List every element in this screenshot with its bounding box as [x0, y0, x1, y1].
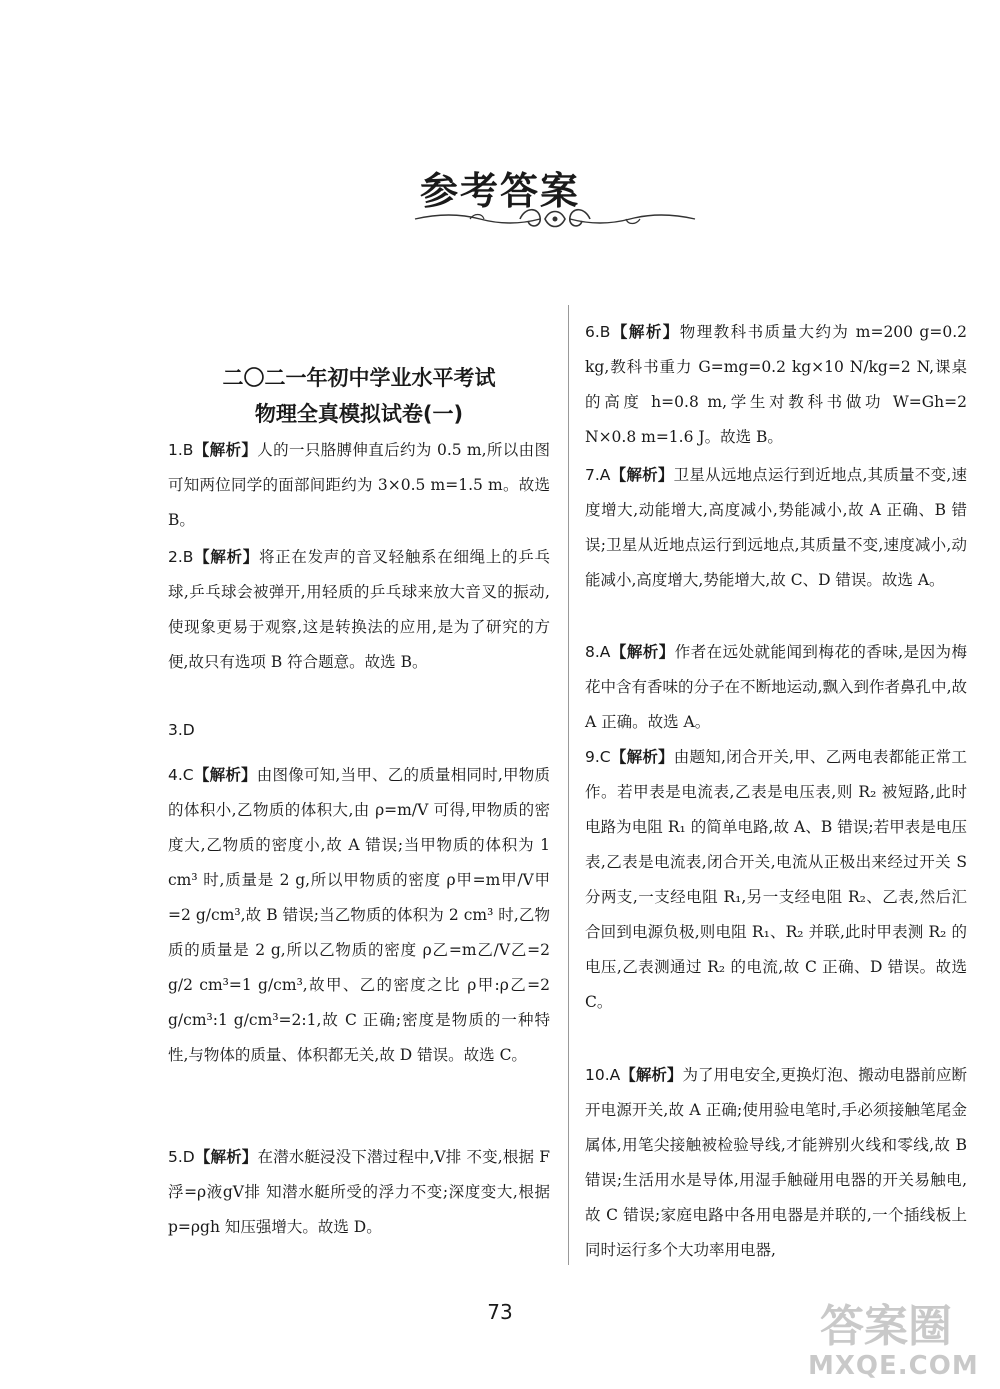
answer-text: 为了用电安全,更换灯泡、搬动电器前应断开电源开关,故 A 正确;使用验电笔时,手必须接触笔尾金属体,用笔尖接触被检验导线,才能辨别火线和零线,故 B 错误;生活用水是导体,用湿手触碰用电器的开关易触电,故 C 错误;家庭电路中各用电器是并联的,一个插线板上同时运行多个大功率用电器, — [585, 1066, 967, 1259]
analysis-tag: 【解析】 — [193, 766, 257, 784]
answer-item — [585, 458, 967, 598]
answer-text: 由题知,闭合开关,甲、乙两电表都能正常工作。若甲表是电流表,乙表是电压表,则 R₂ 被短路,此时电路为电阻 R₁ 的简单电路,故 A、B 错误;若甲表是电压表,乙表是电流表,闭合开关,电流从正极出来经过开关 S 分两支,一支经电阻 R₁,另一支经电阻 R₂、乙表,然后汇合回到电源负极,则电阻 R₁、R₂ 并联,此时甲表测 R₂ 的电压,乙表测通过 R₂ 的电流,故 C 正确、D 错误。故选 C。 — [585, 748, 967, 1011]
exam-heading-line1: 二〇二一年初中学业水平考试 — [222, 366, 496, 390]
answer-text: 人的一只胳膊伸直后约为 0.5 m,所以由图可知两位同学的面部间距约为 3×0.5 m=1.5 m。故选 B。 — [168, 441, 550, 529]
answer-item — [585, 1058, 967, 1268]
answer-item — [585, 740, 967, 1020]
answer-text: 物理教科书质量大约为 m=200 g=0.2 kg,教科书重力 G=mg=0.2 kg×10 N/kg=2 N,课桌的高度 h=0.8 m,学生对教科书做功 W=Gh=2 N×0.8 m=1.6 J。故选 B。 — [585, 323, 967, 446]
answer-item — [585, 635, 967, 740]
answer-number: 3.D — [168, 721, 195, 739]
analysis-tag: 【解析】 — [610, 643, 675, 661]
answer-item — [168, 1140, 550, 1245]
analysis-tag: 【解析】 — [193, 441, 258, 459]
decorative-flourish-icon — [410, 203, 700, 235]
answer-number: 1.B — [168, 441, 194, 459]
answer-text: 将正在发声的音叉轻触系在细绳上的乒乓球,乒乓球会被弹开,用轻质的乒乓球来放大音叉的振动,使现象更易于观察,这是转换法的应用,是为了研究的方便,故只有选项 B 符合题意。故选 B。 — [168, 548, 550, 671]
answer-number: 6.B — [585, 323, 611, 341]
analysis-tag: 【解析】 — [610, 748, 674, 766]
page-title: 参考答案 — [419, 168, 580, 213]
watermark-logo — [800, 1290, 990, 1385]
watermark-domain: MXQE.COM — [808, 1351, 979, 1381]
answer-item — [168, 540, 550, 680]
analysis-tag: 【解析】 — [620, 1066, 683, 1084]
exam-heading-line2: 物理全真模拟试卷(一) — [254, 402, 464, 426]
analysis-tag: 【解析】 — [610, 466, 674, 484]
page-number: 73 — [487, 1300, 513, 1324]
answer-number: 9.C — [585, 748, 611, 766]
answer-text: 由图像可知,当甲、乙的质量相同时,甲物质的体积小,乙物质的体积大,由 ρ=m/V 可得,甲物质的密度大,乙物质的密度小,故 A 错误;当甲物质的体积为 1 cm³ 时,质量是 2 g,所以甲物质的密度 ρ甲=m甲/V甲=2 g/cm³,故 B 错误;当乙物质的体积为 2 cm³ 时,乙物质的质量是 2 g,所以乙物质的密度 ρ乙=m乙/V乙=2 g/2 cm³=1 g/cm³,故甲、乙的密度之比 ρ甲:ρ乙=2 g/cm³:1 g/cm³=2:1,故 C 正确;密度是物质的一种特性,与物体的质量、体积都无关,故 D 错误。故选 C。 — [168, 766, 550, 1064]
answer-item — [168, 433, 550, 538]
analysis-tag: 【解析】 — [194, 1148, 258, 1166]
answer-number: 7.A — [585, 466, 611, 484]
answer-text: 卫星从远地点运行到近地点,其质量不变,速度增大,动能增大,高度减小,势能减小,故 A 正确、B 错误;卫星从近地点运行到远地点,其质量不变,速度减小,动能减小,高度增大,势能增大,故 C、D 错误。故选 A。 — [585, 466, 967, 589]
answer-text: 作者在远处就能闻到梅花的香味,是因为梅花中含有香味的分子在不断地运动,飘入到作者鼻孔中,故 A 正确。故选 A。 — [585, 643, 967, 731]
answer-number: 10.A — [585, 1066, 621, 1084]
answer-number: 5.D — [168, 1148, 195, 1166]
analysis-tag: 【解析】 — [193, 548, 259, 566]
answer-number: 4.C — [168, 766, 194, 784]
answer-item — [168, 713, 550, 748]
column-divider — [568, 305, 569, 1265]
answer-item — [168, 758, 550, 1073]
answer-number: 8.A — [585, 643, 611, 661]
watermark-brand: 答案圈 — [820, 1301, 952, 1352]
answer-number: 2.B — [168, 548, 194, 566]
answer-item — [585, 315, 967, 455]
answer-text: 在潜水艇浸没下潜过程中,V排 不变,根据 F浮=ρ液gV排 知潜水艇所受的浮力不变;深度变大,根据 p=ρgh 知压强增大。故选 D。 — [168, 1148, 550, 1236]
analysis-tag: 【解析】 — [610, 323, 680, 341]
